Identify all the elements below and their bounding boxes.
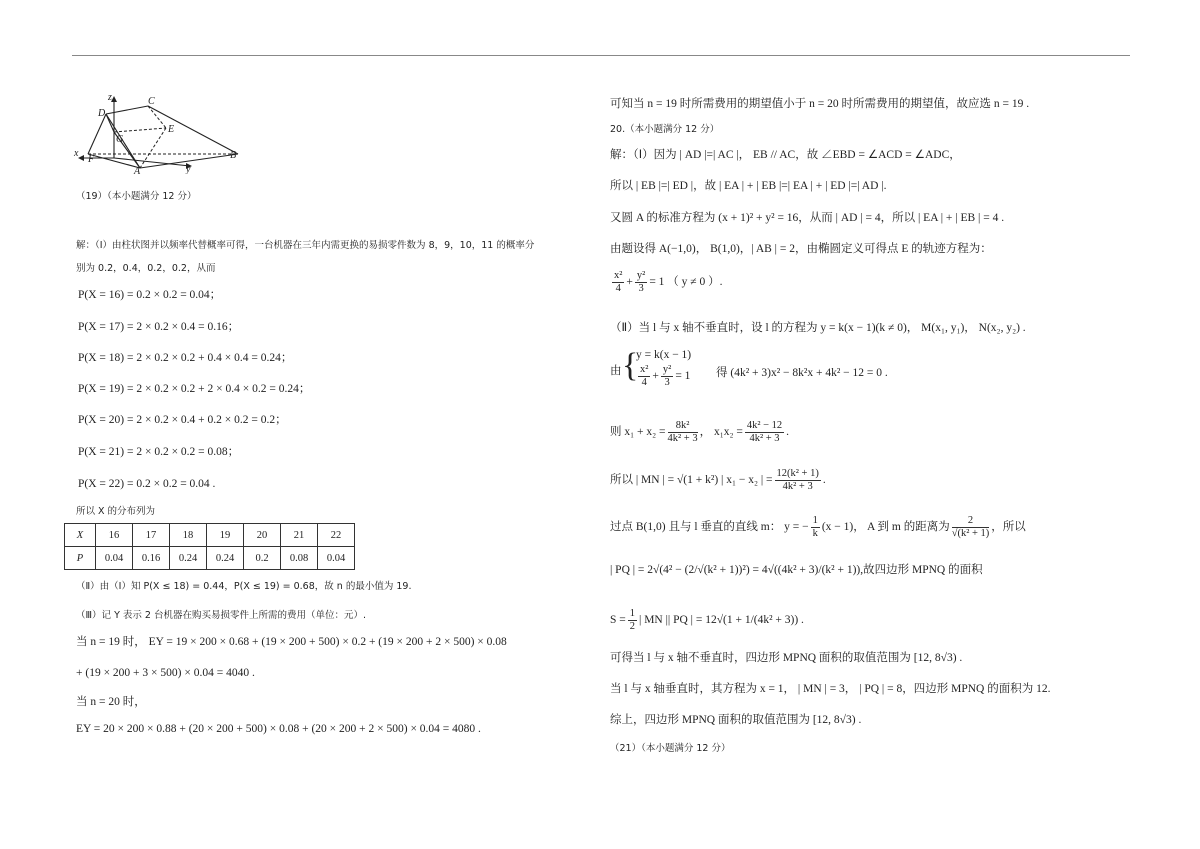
q20-step3: 又圆 A 的标准方程为 (x + 1)² + y² = 16，从而 | AD | = 4，所以 | EA | + | EB | = 4 . [610,212,1005,224]
expectation-n20: EY = 20 × 200 × 0.88 + (20 × 200 + 500) × 0.08 + (20 × 200 + 2 × 500) × 0.04 = 4080 . [76,723,481,735]
chord-length-PQ: | PQ | = 2√(4² − (2/√(k² + 1))²) = 4√((4k² + 3)/(k² + 1)),故四边形 MPNQ 的面积 [610,564,983,576]
table-cell: 0.24 [207,547,244,570]
q21-header: （21）（本小题满分 12 分） [610,743,731,754]
table-cell: 21 [281,524,318,547]
edge-CB [148,106,238,154]
table-cell: X [65,524,96,547]
q20-step4: 由题设得 A(−1,0)， B(1,0)，| AB | = 2，由椭圆定义可得点 E 的轨迹方程为： [610,243,992,255]
q20-step2: 所以 | EB |=| ED |，故 | EA | + | EB |=| EA | + | ED |=| AD |. [610,180,887,192]
label-C: C [148,96,155,107]
distribution-table [64,523,355,570]
area-formula: S = $\frac{1}{2}$ | MN || PQ | = 12√(1 + 1/(4k² + 3)) . [610,608,804,632]
q19-conclusion: 可知当 n = 19 时所需费用的期望值小于 n = 20 时所需费用的期望值，故应选 n = 19 . [610,98,1030,110]
q20-step1: 解：（Ⅰ）因为 | AD |=| AC |， EB // AC，故 ∠EBD = ∠ACD = ∠ADC， [610,149,961,161]
table-cell: 18 [170,524,207,547]
vertical-case: 当 l 与 x 轴垂直时，其方程为 x = 1， | MN | = 3， | PQ | = 8，四边形 MPNQ 的面积为 12. [610,683,1051,695]
edge-CE [148,106,166,128]
vieta-formulas: 则 x₁ + x₂ = $\frac{\text{8k²}}{\text{4k² + 3}}$ ， x₁x₂ = $\frac{\text{4k² − 12}}{\text{4k² + 3}}$ . [610,420,790,444]
prob-x22: P(X = 22) = 0.2 × 0.2 = 0.04 . [78,478,216,490]
q20-header: 20.（本小题满分 12 分） [610,124,720,135]
table-row [65,524,355,547]
label-y: y [186,164,191,174]
fraction: $\frac{\text{y²}}{3}$ [636,270,646,294]
label-B: B [230,150,237,161]
q19-part3: （Ⅲ）记 Y 表示 2 台机器在购买易损零件上所需的费用（单位：元）. [76,610,366,621]
prob-x18: P(X = 18) = 2 × 0.2 × 0.2 + 0.4 × 0.4 = 0.24； [78,352,293,364]
prob-x20: P(X = 20) = 2 × 0.2 × 0.4 + 0.2 × 0.2 = 0.2； [78,414,287,426]
fraction: $\frac{\text{x²}}{4}$ [614,270,623,294]
edge-DC [106,106,148,114]
table-cell: 0.24 [170,547,207,570]
header-rule [72,55,1130,56]
table-cell: 0.04 [96,547,133,570]
edge-GE [114,128,166,132]
final-conclusion: 综上，四边形 MPNQ 面积的取值范围为 [12, 8√3) . [610,714,862,726]
prob-x21: P(X = 21) = 2 × 0.2 × 0.2 = 0.08； [78,446,240,458]
table-cell: 0.08 [281,547,318,570]
geometry-figure [70,92,250,174]
table-cell: 0.2 [244,547,281,570]
table-cell: 22 [318,524,355,547]
q20-part2: （Ⅱ）当 l 与 x 轴不垂直时，设 l 的方程为 y = k(x − 1)(k ≠ 0)， M(x₁, y₁)， N(x₂, y₂) . [610,322,1026,334]
label-z: z [108,92,112,103]
table-cell: 17 [133,524,170,547]
label-x: x [74,148,79,159]
label-E: E [168,124,175,135]
table-row [65,547,355,570]
chord-length-MN: 所以 | MN | = √(1 + k²) | x₁ − x₂ | = $\frac{\text{12(k² + 1)}}{\text{4k² + 3}}$ . [610,468,826,492]
table-cell: P [65,547,96,570]
area-range-non-vertical: 可得当 l 与 x 轴不垂直时，四边形 MPNQ 面积的取值范围为 [12, 8√3) . [610,652,963,664]
edge-DF [88,114,106,154]
expectation-n19-cont: + (19 × 200 + 3 × 500) × 0.04 = 4040 . [76,667,255,679]
prob-x16: P(X = 16) = 0.2 × 0.2 = 0.04； [78,289,222,301]
distribution-intro: 所以 X 的分布列为 [76,506,156,517]
edge-DG [106,114,114,132]
q19-part2: （Ⅱ）由（Ⅰ）知 P(X ≤ 18) = 0.44，P(X ≤ 19) = 0.68，故 n 的最小值为 19. [76,581,412,592]
prob-x17: P(X = 17) = 2 × 0.2 × 0.4 = 0.16； [78,321,240,333]
x-arrow-icon [78,155,84,161]
q19-header: （19）（本小题满分 12 分） [76,191,197,202]
label-G: G [116,134,124,145]
expectation-n20-label: 当 n = 20 时， [76,696,146,708]
table-cell: 0.04 [318,547,355,570]
table-cell: 19 [207,524,244,547]
label-A: A [134,166,141,174]
q19-solution-line1: 解：（Ⅰ）由柱状图并以频率代替概率可得，一台机器在三年内需更换的易损零件数为 8，9，10，11 的概率分 [76,240,535,251]
table-cell: 20 [244,524,281,547]
prob-x19: P(X = 19) = 2 × 0.2 × 0.2 + 2 × 0.4 × 0.2 = 0.24； [78,383,311,395]
label-D: D [98,108,106,119]
ellipse-equation: $\frac{\text{x²}}{4}$ + $\frac{\text{y²}}{3}$ = 1 （ y ≠ 0 ）. [614,270,723,294]
q19-solution-line2: 别为 0.2，0.4，0.2，0.2，从而 [76,263,216,274]
label-F: F [88,154,95,165]
perpendicular-line-m: 过点 B(1,0) 且与 l 垂直的直线 m： y = − $\frac{1}{k}$ (x − 1)， A 到 m 的距离为 $\frac{2}{\text{√(k² + 1)}}$ ，所以 [610,515,1026,539]
table-cell: 16 [96,524,133,547]
table-cell: 0.16 [133,547,170,570]
expectation-n19: 当 n = 19 时， EY = 19 × 200 × 0.68 + (19 × 200 + 500) × 0.2 + (19 × 200 + 2 × 500) × 0.08 [76,636,507,648]
